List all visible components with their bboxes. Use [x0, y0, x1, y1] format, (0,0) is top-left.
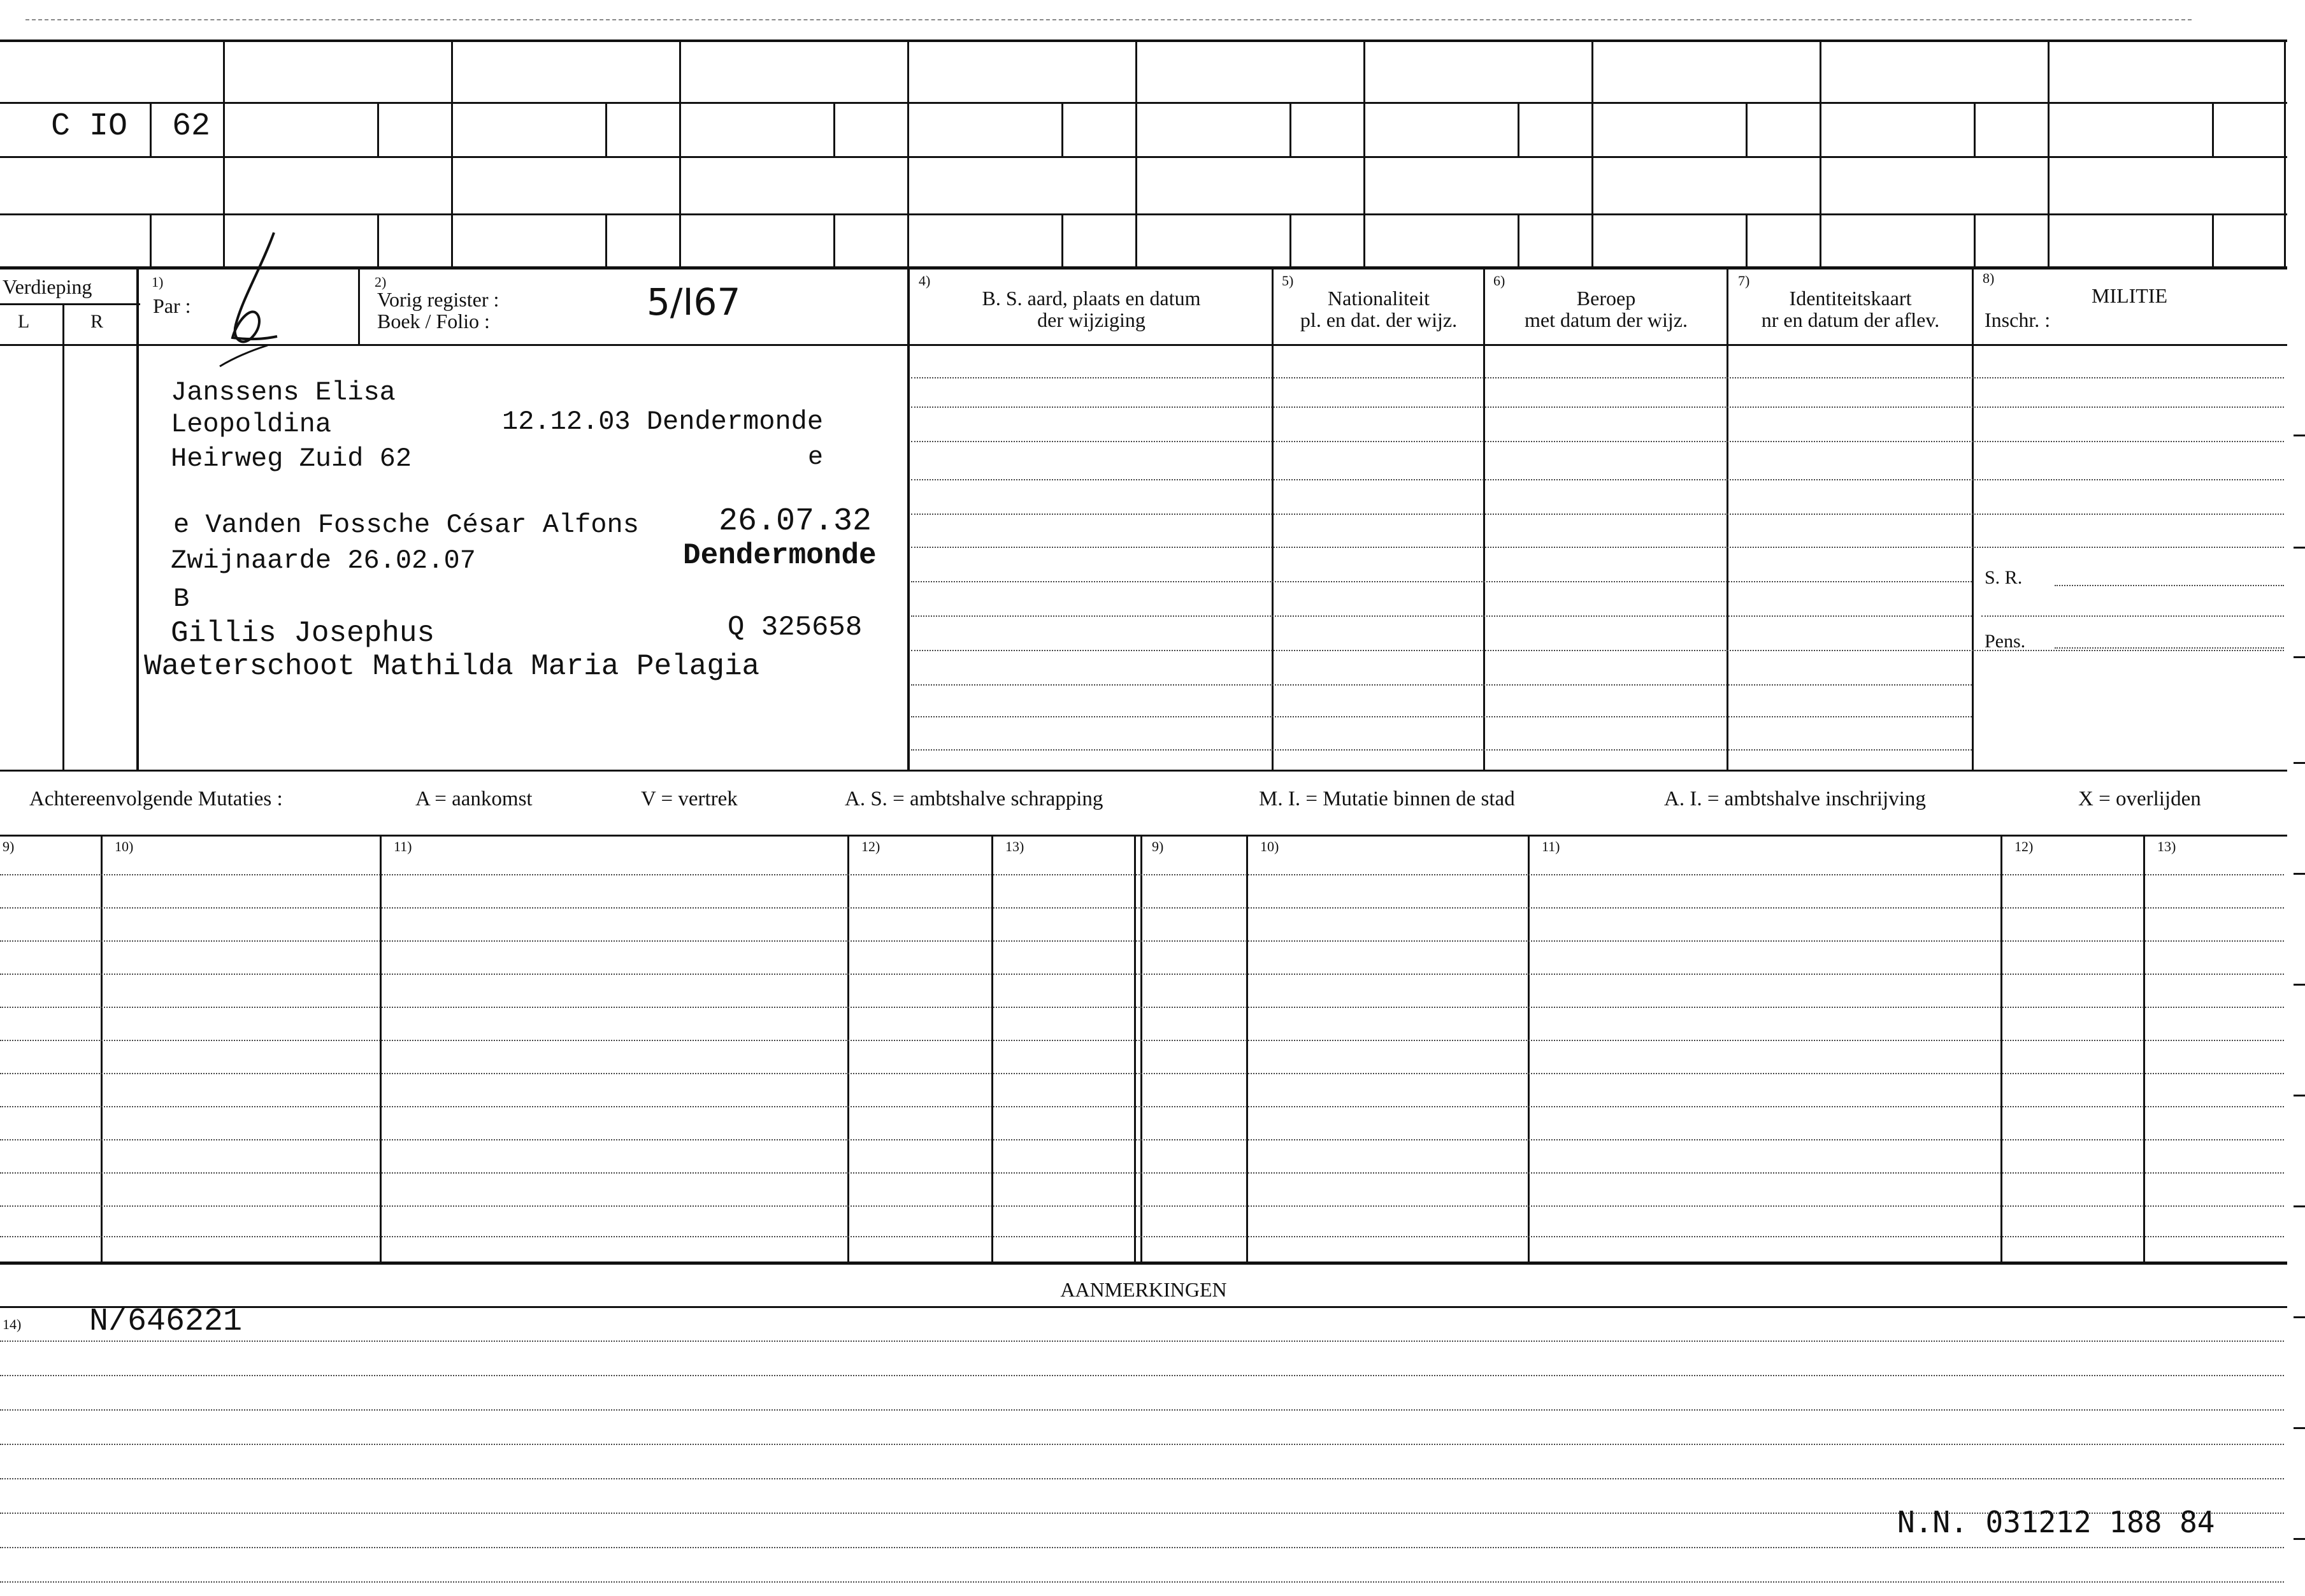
person-given-names: Leopoldina: [171, 409, 332, 440]
marriage-date: 26.07.32: [719, 503, 872, 540]
inschr-label: Inschr. :: [1985, 308, 2051, 331]
vorig-register-label: Vorig register :: [377, 288, 499, 311]
legend-ai: A. I. = ambtshalve inschrijving: [1664, 787, 1926, 810]
marriage-place: Dendermonde: [683, 539, 877, 572]
note-8: 8): [1983, 270, 1995, 286]
mut-col-13-right: 13): [2157, 838, 2176, 854]
par-label: Par :: [153, 294, 191, 317]
col-l-label: L: [18, 311, 30, 332]
bs-header-line1: B. S. aard, plaats en datum: [982, 287, 1201, 310]
note-6: 6): [1493, 273, 1505, 289]
bs-header-line2: der wijziging: [1037, 308, 1145, 331]
legend-v: V = vertrek: [641, 787, 738, 810]
mut-col-11-right: 11): [1542, 838, 1560, 854]
remarks-title: AANMERKINGEN: [1060, 1278, 1227, 1301]
address-mark: e: [808, 443, 824, 472]
nationaliteit-header-line1: Nationaliteit: [1328, 287, 1430, 310]
beroep-header-line2: met datum der wijz.: [1525, 308, 1688, 331]
note-2: 2): [375, 274, 387, 290]
marker-b: B: [173, 584, 190, 614]
col-r-label: R: [90, 311, 104, 332]
boek-folio-label: Boek / Folio :: [377, 310, 490, 333]
sr-label: S. R.: [1985, 567, 2023, 588]
mut-col-13-left: 13): [1005, 838, 1024, 854]
person-name-line: Janssens Elisa: [171, 377, 396, 408]
mut-col-12-left: 12): [861, 838, 880, 854]
note-7: 7): [1738, 273, 1750, 289]
legend-as: A. S. = ambtshalve schrapping: [845, 787, 1103, 810]
vorig-register-value: 5/I67: [647, 280, 741, 324]
identiteitskaart-header-line2: nr en datum der aflev.: [1761, 308, 1940, 331]
torn-edge: [25, 19, 2192, 20]
legend-title: Achtereenvolgende Mutaties :: [29, 787, 283, 810]
mut-col-12-right: 12): [2014, 838, 2034, 854]
grid-cell-number: 62: [172, 108, 211, 145]
note-1: 1): [152, 274, 164, 290]
note-14: 14): [3, 1316, 22, 1332]
note-5: 5): [1282, 273, 1294, 289]
father-name: Gillis Josephus: [171, 617, 435, 650]
address-line: Heirweg Zuid 62: [171, 443, 412, 474]
mut-col-11-left: 11): [394, 838, 412, 854]
identiteitskaart-header-line1: Identiteitskaart: [1789, 287, 1912, 310]
spouse-line: e Vanden Fossche César Alfons: [173, 510, 639, 540]
note-4: 4): [919, 273, 931, 289]
legend-x: X = overlijden: [2078, 787, 2201, 810]
legend-top-line: [0, 770, 2287, 772]
grid-cell-code: C IO: [51, 108, 128, 145]
spouse-birth-line: Zwijnaarde 26.02.07: [171, 545, 476, 576]
mut-col-10-left: 10): [115, 838, 134, 854]
mut-col-9-left: 9): [3, 838, 15, 854]
nationaliteit-header-line2: pl. en dat. der wijz.: [1300, 308, 1458, 331]
legend-a: A = aankomst: [415, 787, 533, 810]
beroep-header-line1: Beroep: [1576, 287, 1636, 310]
remarks-entry: N/646221: [89, 1304, 243, 1340]
legend-mi: M. I. = Mutatie binnen de stad: [1259, 787, 1515, 810]
mut-col-10-right: 10): [1260, 838, 1279, 854]
mother-name: Waeterschoot Mathilda Maria Pelagia: [144, 650, 760, 683]
pens-label: Pens.: [1985, 631, 2026, 652]
mut-col-9-right: 9): [1152, 838, 1164, 854]
birth-date-place: 12.12.03 Dendermonde: [502, 406, 824, 437]
remarks-top-line: [0, 1306, 2287, 1308]
militie-header: MILITIE: [2091, 284, 2168, 307]
top-border: [0, 40, 2287, 42]
handwritten-slash: [217, 229, 287, 370]
verdieping-label: Verdieping: [3, 275, 92, 298]
document-code: Q 325658: [728, 612, 863, 643]
national-number: N.N. 031212 188 84: [1897, 1505, 2215, 1539]
